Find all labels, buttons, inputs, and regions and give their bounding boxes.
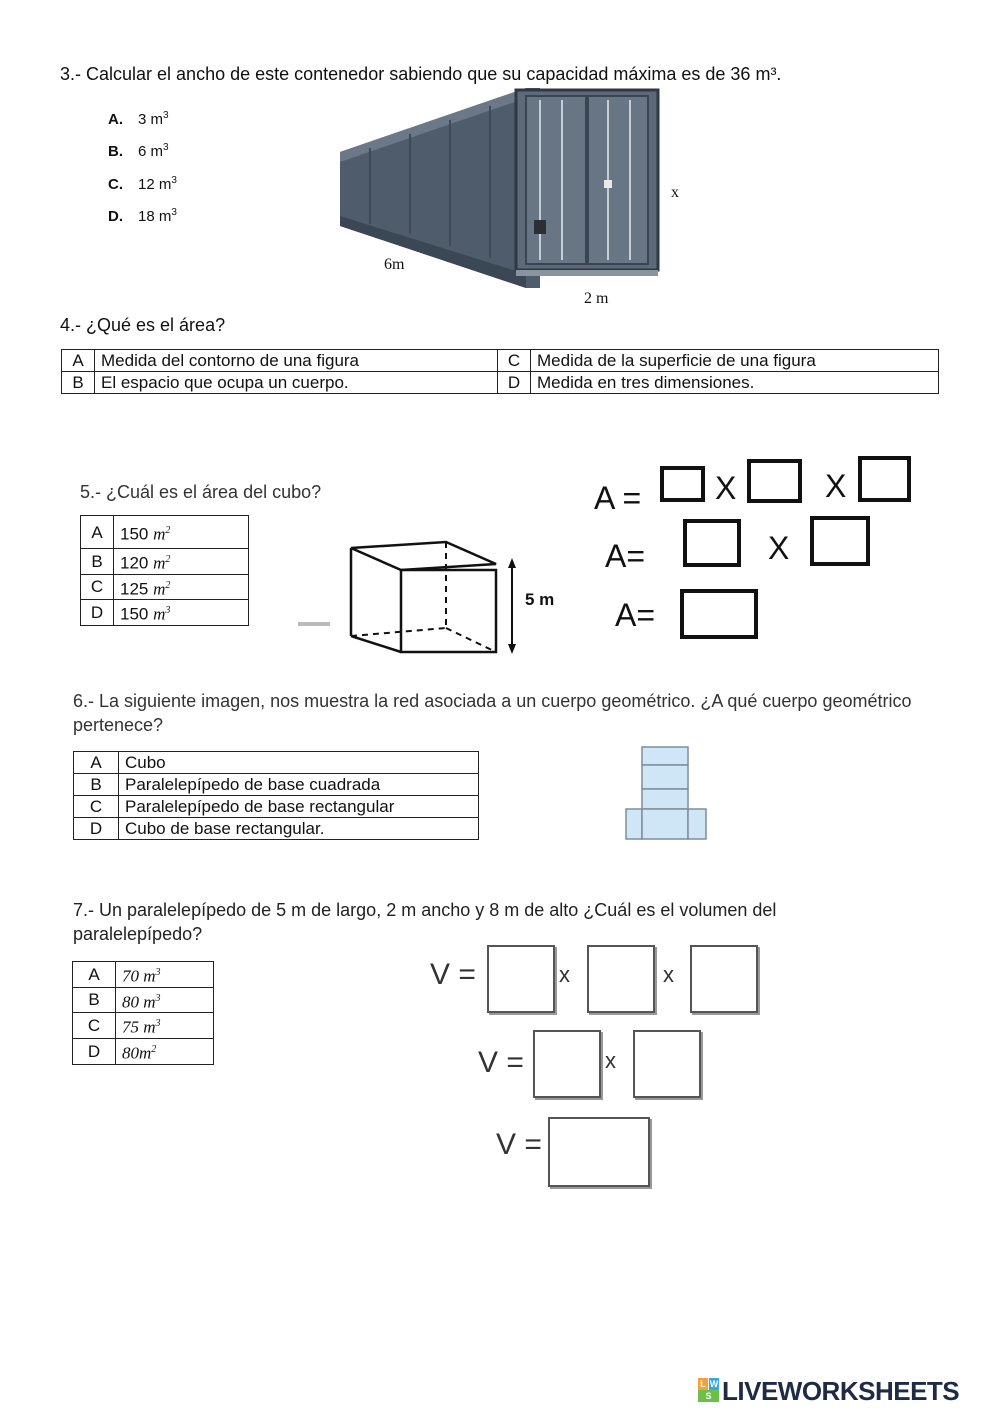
times-3: X (768, 530, 790, 566)
q4-option-d[interactable]: Medida en tres dimensiones. (531, 372, 939, 394)
q6-options-table (73, 751, 479, 840)
table-row[interactable]: D $80m^2$ (73, 1038, 214, 1064)
container-label-length: 6m (384, 256, 405, 273)
q7-text: 7.- Un paralelepípedo de 5 m de largo, 2 m ancho y 8 m de alto ¿Cuál es el volumen del paralelepípedo? (73, 900, 777, 944)
area-answer-box-4[interactable] (683, 519, 741, 567)
q4-options-table (61, 349, 939, 394)
q7-options-table (72, 961, 214, 1065)
table-row[interactable]: C 125 $m^2$ (81, 574, 249, 600)
q4-option-c[interactable]: Medida de la superficie de una figura (531, 350, 939, 372)
volume-answer-box-2[interactable] (587, 945, 655, 1013)
times-4: x (559, 962, 570, 987)
container-label-width: 2 m (584, 290, 609, 307)
q4-text: 4.- ¿Qué es el área? (60, 315, 226, 335)
q5-options-table (80, 515, 249, 626)
area-answer-box-2[interactable] (747, 459, 802, 503)
table-row[interactable]: A 70 $m^3$ (73, 962, 214, 988)
liveworksheets-brand: LIVEWORKSHEETS (722, 1376, 960, 1406)
table-row[interactable]: A 150 $m^2$ (81, 516, 249, 549)
volume-answer-box-1[interactable] (487, 945, 555, 1013)
q3-option-c[interactable]: C. 12 $m^3$ (108, 175, 177, 193)
area-answer-box-3[interactable] (858, 456, 911, 502)
q6-text: 6.- La siguiente imagen, nos muestra la red asociada a un cuerpo geométrico. ¿A qué cuerpo geométrico pertenece? (73, 691, 912, 735)
table-row[interactable]: A Cubo (74, 752, 479, 774)
q4-option-b-key[interactable]: B (62, 372, 95, 394)
q4-option-d-key[interactable]: D (498, 372, 531, 394)
volume-answer-box-6[interactable] (548, 1117, 650, 1187)
area-answer-box-1[interactable] (660, 466, 705, 502)
volume-answer-box-3[interactable] (690, 945, 758, 1013)
container-label-x: x (671, 184, 679, 201)
area-answer-box-5[interactable] (810, 516, 870, 566)
table-row[interactable]: D 150 $m^3$ (81, 600, 249, 626)
cube-label: 5 m (525, 590, 555, 609)
table-row[interactable]: B 120 $m^2$ (81, 549, 249, 575)
q3-option-d[interactable]: D. 18 $m^3$ (108, 207, 177, 225)
q4-option-b[interactable]: El espacio que ocupa un cuerpo. (95, 372, 498, 394)
q4-option-a-key[interactable]: A (62, 350, 95, 372)
times-6: x (605, 1048, 616, 1073)
q3-option-a[interactable]: A. 3 $m^3$ (108, 110, 169, 128)
volume-answer-box-5[interactable] (633, 1030, 701, 1098)
q3-option-b[interactable]: B. 6 $m^3$ (108, 142, 169, 160)
table-row[interactable]: D Cubo de base rectangular. (74, 818, 479, 840)
q4-option-c-key[interactable]: C (498, 350, 531, 372)
volume-formula-label-1: V = (430, 958, 476, 991)
table-row[interactable]: B 80 $m^3$ (73, 987, 214, 1013)
table-row (62, 372, 939, 394)
volume-formula-label-2: V = (478, 1046, 524, 1079)
times-2: X (825, 468, 847, 504)
geometric-net-image (624, 745, 710, 843)
table-row[interactable]: C Paralelepípedo de base rectangular (74, 796, 479, 818)
area-formula-label-2: A= (605, 538, 646, 574)
times-1: X (715, 470, 737, 506)
area-formula-label-1: A = (594, 480, 642, 516)
volume-formula-label-3: V = (496, 1128, 542, 1161)
q4-option-a[interactable]: Medida del contorno de una figura (95, 350, 498, 372)
shipping-container-image (330, 86, 670, 290)
area-answer-box-6[interactable] (680, 589, 758, 639)
area-formula-label-3: A= (615, 597, 656, 633)
table-row[interactable]: C 75 $m^3$ (73, 1013, 214, 1039)
q3-text: 3.- Calcular el ancho de este contenedor sabiendo que su capacidad máxima es de 36 m³. (60, 64, 782, 84)
table-row[interactable]: B Paralelepípedo de base cuadrada (74, 774, 479, 796)
table-row (62, 350, 939, 372)
cube-image (296, 538, 526, 658)
volume-answer-box-4[interactable] (533, 1030, 601, 1098)
liveworksheets-logo-icon: L W S (698, 1378, 720, 1402)
q5-text: 5.- ¿Cuál es el área del cubo? (80, 482, 322, 502)
times-5: x (663, 962, 674, 987)
